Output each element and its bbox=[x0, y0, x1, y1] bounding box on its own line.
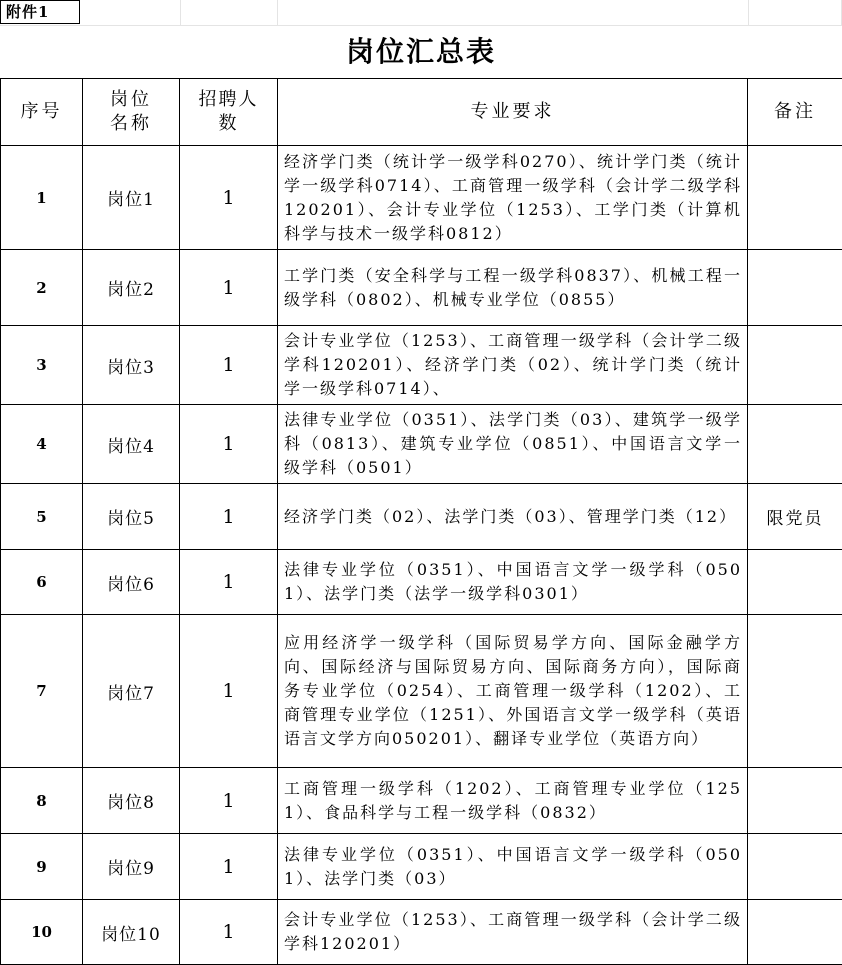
header-recruit-count bbox=[180, 79, 278, 146]
row-position-name: 岗位8 bbox=[83, 768, 180, 834]
attachment-label: 附件1 bbox=[0, 0, 80, 24]
row-remarks bbox=[748, 768, 842, 834]
row-index: 10 bbox=[1, 900, 83, 965]
header-row bbox=[1, 79, 842, 146]
row-index: 8 bbox=[1, 768, 83, 834]
grid-line bbox=[748, 0, 749, 26]
row-position-name: 岗位3 bbox=[83, 326, 180, 405]
row-requirements: 法律专业学位（0351）、法学门类（03）、建筑学一级学科（0813）、建筑专业学位（0851）、中国语言文学一级学科（0501） bbox=[278, 405, 748, 484]
row-recruit-count: 1 bbox=[180, 405, 278, 484]
row-requirements: 工商管理一级学科（1202）、工商管理专业学位（1251）、食品科学与工程一级学科（0832） bbox=[278, 768, 748, 834]
row-remarks: 限党员 bbox=[748, 484, 842, 550]
row-index: 7 bbox=[1, 615, 83, 768]
row-recruit-count: 1 bbox=[180, 146, 278, 250]
table-row bbox=[1, 550, 842, 615]
row-requirements: 法律专业学位（0351）、中国语言文学一级学科（0501）、法学门类（03） bbox=[278, 834, 748, 900]
table-row bbox=[1, 484, 842, 550]
grid-line bbox=[277, 0, 278, 26]
header-requirements: 专业要求 bbox=[278, 79, 748, 146]
row-recruit-count: 1 bbox=[180, 900, 278, 965]
row-requirements: 经济学门类（统计学一级学科0270）、统计学门类（统计学一级学科0714）、工商管理一级学科（会计学二级学科120201）、会计专业学位（1253）、工学门类（计算机科学与技术一级学科0812） bbox=[278, 146, 748, 250]
row-recruit-count: 1 bbox=[180, 484, 278, 550]
row-position-name: 岗位5 bbox=[83, 484, 180, 550]
row-remarks bbox=[748, 146, 842, 250]
row-index: 4 bbox=[1, 405, 83, 484]
row-index: 9 bbox=[1, 834, 83, 900]
row-index: 2 bbox=[1, 250, 83, 326]
table-row bbox=[1, 146, 842, 250]
row-remarks bbox=[748, 405, 842, 484]
row-position-name: 岗位7 bbox=[83, 615, 180, 768]
table-row bbox=[1, 405, 842, 484]
spreadsheet-grid-top bbox=[0, 0, 842, 26]
row-position-name: 岗位4 bbox=[83, 405, 180, 484]
row-remarks bbox=[748, 550, 842, 615]
grid-line bbox=[180, 0, 181, 26]
row-requirements: 法律专业学位（0351）、中国语言文学一级学科（0501）、法学门类（法学一级学科0301） bbox=[278, 550, 748, 615]
row-remarks bbox=[748, 326, 842, 405]
row-requirements: 经济学门类（02）、法学门类（03）、管理学门类（12） bbox=[278, 484, 748, 550]
row-position-name: 岗位9 bbox=[83, 834, 180, 900]
table-row bbox=[1, 615, 842, 768]
row-requirements: 会计专业学位（1253）、工商管理一级学科（会计学二级学科120201） bbox=[278, 900, 748, 965]
table-row bbox=[1, 326, 842, 405]
page-title: 岗位汇总表 bbox=[0, 26, 842, 78]
row-recruit-count: 1 bbox=[180, 326, 278, 405]
row-recruit-count: 1 bbox=[180, 834, 278, 900]
header-index: 序号 bbox=[1, 79, 83, 146]
row-recruit-count: 1 bbox=[180, 250, 278, 326]
positions-table bbox=[0, 78, 842, 965]
row-position-name: 岗位10 bbox=[83, 900, 180, 965]
row-remarks bbox=[748, 834, 842, 900]
table-row bbox=[1, 900, 842, 965]
row-index: 5 bbox=[1, 484, 83, 550]
header-recruit-count-text: 招聘人数 bbox=[193, 88, 265, 136]
row-index: 1 bbox=[1, 146, 83, 250]
row-remarks bbox=[748, 250, 842, 326]
row-remarks bbox=[748, 615, 842, 768]
row-remarks bbox=[748, 900, 842, 965]
row-index: 3 bbox=[1, 326, 83, 405]
row-recruit-count: 1 bbox=[180, 615, 278, 768]
row-position-name: 岗位2 bbox=[83, 250, 180, 326]
row-position-name: 岗位1 bbox=[83, 146, 180, 250]
row-requirements: 应用经济学一级学科（国际贸易学方向、国际金融学方向、国际经济与国际贸易方向、国际商务方向），国际商务专业学位（0254）、工商管理一级学科（1202）、工商管理专业学位（1251）、外国语言文学一级学科（英语语言文学方向050201）、翻译专业学位（英语方向） bbox=[278, 615, 748, 768]
table-row bbox=[1, 250, 842, 326]
row-requirements: 会计专业学位（1253）、工商管理一级学科（会计学二级学科120201）、经济学门类（02）、统计学门类（统计学一级学科0714）、 bbox=[278, 326, 748, 405]
row-recruit-count: 1 bbox=[180, 550, 278, 615]
header-position-name bbox=[83, 79, 180, 146]
header-remarks: 备注 bbox=[748, 79, 842, 146]
header-position-name-text: 岗位名称 bbox=[105, 88, 157, 136]
table-row bbox=[1, 834, 842, 900]
row-recruit-count: 1 bbox=[180, 768, 278, 834]
row-position-name: 岗位6 bbox=[83, 550, 180, 615]
table-row bbox=[1, 768, 842, 834]
row-requirements: 工学门类（安全科学与工程一级学科0837）、机械工程一级学科（0802）、机械专业学位（0855） bbox=[278, 250, 748, 326]
row-index: 6 bbox=[1, 550, 83, 615]
